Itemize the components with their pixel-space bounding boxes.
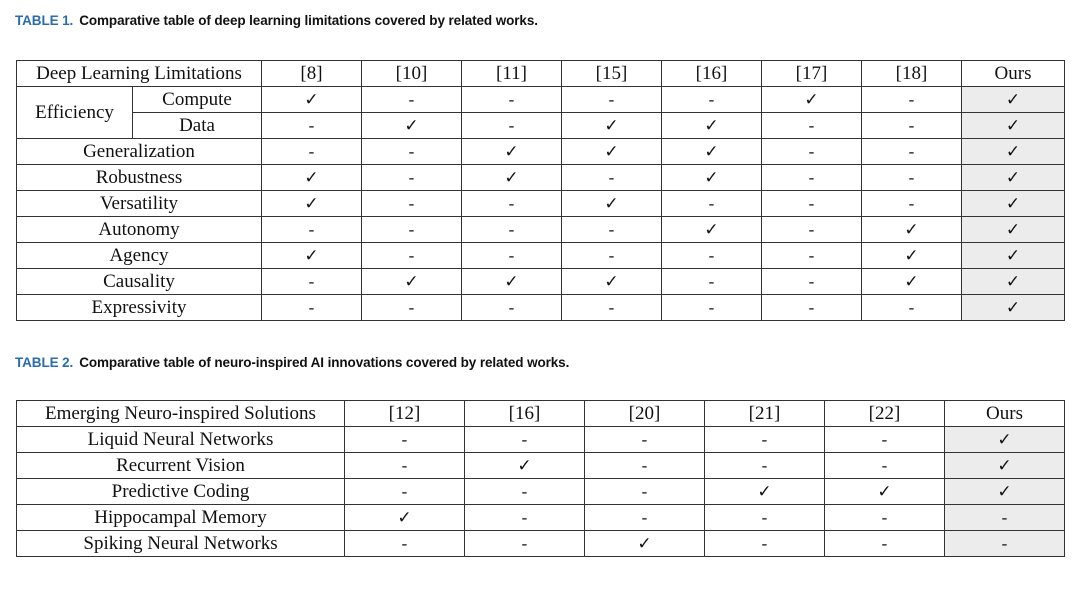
check-mark-icon: ✓ — [997, 455, 1012, 476]
dash-mark: - — [608, 297, 615, 317]
mark-cell — [862, 217, 962, 243]
mark-cell — [345, 531, 465, 557]
mark-cell — [462, 243, 562, 269]
dash-mark: - — [521, 533, 528, 553]
dash-mark: - — [708, 245, 715, 265]
table1-label: TABLE 1. — [15, 13, 74, 28]
mark-cell — [762, 295, 862, 321]
dash-mark: - — [508, 89, 515, 109]
mark-cell — [362, 217, 462, 243]
dash-mark: - — [401, 533, 408, 553]
mark-cell — [705, 453, 825, 479]
dash-mark: - — [808, 271, 815, 291]
dash-mark: - — [401, 429, 408, 449]
dash-mark: - — [708, 89, 715, 109]
mark-cell — [462, 113, 562, 139]
mark-cell — [945, 531, 1065, 557]
mark-cell — [362, 165, 462, 191]
header-ref: [18] — [862, 61, 962, 87]
dash-mark: - — [521, 481, 528, 501]
mark-cell — [762, 217, 862, 243]
table-row — [17, 87, 1065, 113]
check-mark-icon: ✓ — [1005, 115, 1021, 136]
mark-cell — [262, 165, 362, 191]
row-label: Autonomy — [17, 217, 262, 243]
row-label: Generalization — [17, 139, 262, 165]
mark-cell — [962, 295, 1065, 321]
mark-cell — [562, 87, 662, 113]
mark-cell — [705, 427, 825, 453]
check-mark-icon: ✓ — [404, 271, 419, 292]
mark-cell — [862, 269, 962, 295]
table2 — [16, 400, 1065, 557]
header-ref: [16] — [465, 401, 585, 427]
check-mark-icon: ✓ — [604, 115, 619, 136]
mark-cell — [262, 87, 362, 113]
table-row — [17, 191, 1065, 217]
mark-cell — [825, 479, 945, 505]
mark-cell — [462, 87, 562, 113]
row-sublabel: Data — [133, 113, 262, 139]
mark-cell — [862, 139, 962, 165]
mark-cell — [362, 295, 462, 321]
check-mark-icon: ✓ — [637, 533, 652, 554]
mark-cell — [662, 139, 762, 165]
check-mark-icon: ✓ — [704, 141, 719, 162]
table-row — [17, 139, 1065, 165]
check-mark-icon: ✓ — [904, 271, 919, 292]
dash-mark: - — [1001, 533, 1008, 553]
check-mark-icon: ✓ — [304, 167, 319, 188]
check-mark-icon: ✓ — [604, 193, 619, 214]
mark-cell — [585, 427, 705, 453]
table1 — [16, 60, 1065, 321]
mark-cell — [585, 479, 705, 505]
mark-cell — [862, 113, 962, 139]
dash-mark: - — [608, 245, 615, 265]
check-mark-icon: ✓ — [1005, 193, 1021, 214]
check-mark-icon: ✓ — [704, 115, 719, 136]
dash-mark: - — [408, 245, 415, 265]
dash-mark: - — [408, 167, 415, 187]
mark-cell — [662, 191, 762, 217]
mark-cell — [585, 531, 705, 557]
mark-cell — [362, 87, 462, 113]
mark-cell — [345, 453, 465, 479]
dash-mark: - — [908, 141, 915, 161]
mark-cell — [662, 165, 762, 191]
mark-cell — [465, 505, 585, 531]
row-label: Spiking Neural Networks — [17, 531, 345, 557]
table-row — [17, 505, 1065, 531]
header-ref: [15] — [562, 61, 662, 87]
table2-caption-text: Comparative table of neuro-inspired AI innovations covered by related works. — [79, 355, 570, 370]
mark-cell — [862, 191, 962, 217]
mark-cell — [705, 505, 825, 531]
check-mark-icon: ✓ — [997, 429, 1012, 450]
mark-cell — [562, 191, 662, 217]
mark-cell — [362, 243, 462, 269]
mark-cell — [562, 113, 662, 139]
mark-cell — [262, 269, 362, 295]
dash-mark: - — [308, 271, 315, 291]
dash-mark: - — [908, 89, 915, 109]
table-row — [17, 165, 1065, 191]
dash-mark: - — [308, 141, 315, 161]
check-mark-icon: ✓ — [1005, 245, 1021, 266]
dash-mark: - — [908, 297, 915, 317]
check-mark-icon: ✓ — [704, 219, 719, 240]
dash-mark: - — [808, 193, 815, 213]
mark-cell — [362, 191, 462, 217]
mark-cell — [662, 113, 762, 139]
mark-cell — [562, 139, 662, 165]
dash-mark: - — [908, 193, 915, 213]
dash-mark: - — [641, 507, 648, 527]
mark-cell — [462, 295, 562, 321]
dash-mark: - — [708, 271, 715, 291]
dash-mark: - — [881, 507, 888, 527]
mark-cell — [262, 191, 362, 217]
mark-cell — [962, 165, 1065, 191]
table1-caption — [15, 13, 538, 28]
mark-cell — [262, 243, 362, 269]
mark-cell — [962, 191, 1065, 217]
dash-mark: - — [308, 115, 315, 135]
mark-cell — [262, 217, 362, 243]
mark-cell — [345, 427, 465, 453]
mark-cell — [465, 427, 585, 453]
mark-cell — [462, 217, 562, 243]
check-mark-icon: ✓ — [1005, 219, 1021, 240]
mark-cell — [762, 87, 862, 113]
mark-cell — [945, 427, 1065, 453]
dash-mark: - — [308, 219, 315, 239]
table2-header-row — [17, 401, 1065, 427]
mark-cell — [762, 191, 862, 217]
dash-mark: - — [808, 141, 815, 161]
mark-cell — [462, 269, 562, 295]
mark-cell — [862, 243, 962, 269]
mark-cell — [862, 87, 962, 113]
dash-mark: - — [608, 167, 615, 187]
mark-cell — [945, 479, 1065, 505]
table-row — [17, 269, 1065, 295]
dash-mark: - — [808, 115, 815, 135]
mark-cell — [585, 505, 705, 531]
mark-cell — [262, 139, 362, 165]
mark-cell — [945, 453, 1065, 479]
mark-cell — [762, 165, 862, 191]
row-label: Causality — [17, 269, 262, 295]
dash-mark: - — [408, 141, 415, 161]
dash-mark: - — [881, 533, 888, 553]
dash-mark: - — [641, 455, 648, 475]
dash-mark: - — [708, 193, 715, 213]
row-label: Versatility — [17, 191, 262, 217]
table-row — [17, 113, 1065, 139]
dash-mark: - — [508, 297, 515, 317]
dash-mark: - — [508, 115, 515, 135]
dash-mark: - — [508, 193, 515, 213]
header-ref: [16] — [662, 61, 762, 87]
table-row — [17, 243, 1065, 269]
dash-mark: - — [641, 429, 648, 449]
mark-cell — [262, 295, 362, 321]
mark-cell — [465, 453, 585, 479]
dash-mark: - — [761, 507, 768, 527]
dash-mark: - — [808, 219, 815, 239]
mark-cell — [562, 269, 662, 295]
dash-mark: - — [521, 429, 528, 449]
header-ref: [12] — [345, 401, 465, 427]
header-ref: [21] — [705, 401, 825, 427]
dash-mark: - — [401, 481, 408, 501]
table-row — [17, 453, 1065, 479]
row-label: Liquid Neural Networks — [17, 427, 345, 453]
check-mark-icon: ✓ — [1005, 141, 1021, 162]
table2-label: TABLE 2. — [15, 355, 74, 370]
table1-header-row — [17, 61, 1065, 87]
mark-cell — [262, 113, 362, 139]
mark-cell — [465, 479, 585, 505]
check-mark-icon: ✓ — [404, 115, 419, 136]
row-sublabel: Compute — [133, 87, 262, 113]
header-ref: [10] — [362, 61, 462, 87]
mark-cell — [662, 217, 762, 243]
mark-cell — [945, 505, 1065, 531]
header-label: Emerging Neuro-inspired Solutions — [17, 401, 345, 427]
check-mark-icon: ✓ — [757, 481, 772, 502]
check-mark-icon: ✓ — [504, 271, 519, 292]
dash-mark: - — [508, 245, 515, 265]
dash-mark: - — [708, 297, 715, 317]
dash-mark: - — [401, 455, 408, 475]
mark-cell — [662, 269, 762, 295]
header-ref: Ours — [962, 61, 1065, 87]
row-label: Robustness — [17, 165, 262, 191]
dash-mark: - — [508, 219, 515, 239]
check-mark-icon: ✓ — [304, 193, 319, 214]
row-label: Expressivity — [17, 295, 262, 321]
dash-mark: - — [808, 297, 815, 317]
check-mark-icon: ✓ — [904, 219, 919, 240]
dash-mark: - — [408, 219, 415, 239]
table1-caption-text: Comparative table of deep learning limitations covered by related works. — [79, 13, 538, 28]
mark-cell — [962, 269, 1065, 295]
dash-mark: - — [761, 455, 768, 475]
mark-cell — [362, 113, 462, 139]
mark-cell — [465, 531, 585, 557]
dash-mark: - — [608, 219, 615, 239]
check-mark-icon: ✓ — [1005, 271, 1021, 292]
row-label: Hippocampal Memory — [17, 505, 345, 531]
row-label: Predictive Coding — [17, 479, 345, 505]
mark-cell — [662, 295, 762, 321]
mark-cell — [662, 243, 762, 269]
table2-caption — [15, 355, 569, 370]
dash-mark: - — [608, 89, 615, 109]
mark-cell — [362, 269, 462, 295]
check-mark-icon: ✓ — [304, 89, 319, 110]
mark-cell — [562, 217, 662, 243]
mark-cell — [562, 295, 662, 321]
mark-cell — [345, 505, 465, 531]
mark-cell — [562, 243, 662, 269]
mark-cell — [862, 295, 962, 321]
mark-cell — [962, 217, 1065, 243]
dash-mark: - — [761, 533, 768, 553]
mark-cell — [762, 269, 862, 295]
check-mark-icon: ✓ — [1005, 89, 1021, 110]
header-ref: [17] — [762, 61, 862, 87]
check-mark-icon: ✓ — [904, 245, 919, 266]
mark-cell — [585, 453, 705, 479]
table-row — [17, 295, 1065, 321]
dash-mark: - — [308, 297, 315, 317]
mark-cell — [962, 87, 1065, 113]
dash-mark: - — [761, 429, 768, 449]
header-ref: [11] — [462, 61, 562, 87]
mark-cell — [462, 165, 562, 191]
mark-cell — [962, 139, 1065, 165]
dash-mark: - — [641, 481, 648, 501]
mark-cell — [825, 505, 945, 531]
check-mark-icon: ✓ — [877, 481, 892, 502]
dash-mark: - — [408, 193, 415, 213]
check-mark-icon: ✓ — [604, 141, 619, 162]
mark-cell — [962, 113, 1065, 139]
mark-cell — [705, 531, 825, 557]
dash-mark: - — [881, 429, 888, 449]
mark-cell — [762, 243, 862, 269]
dash-mark: - — [908, 115, 915, 135]
dash-mark: - — [808, 167, 815, 187]
mark-cell — [825, 427, 945, 453]
check-mark-icon: ✓ — [997, 481, 1012, 502]
check-mark-icon: ✓ — [397, 507, 412, 528]
check-mark-icon: ✓ — [504, 141, 519, 162]
mark-cell — [962, 243, 1065, 269]
table-row — [17, 217, 1065, 243]
header-label: Deep Learning Limitations — [17, 61, 262, 87]
mark-cell — [762, 113, 862, 139]
dash-mark: - — [408, 89, 415, 109]
mark-cell — [345, 479, 465, 505]
mark-cell — [825, 531, 945, 557]
mark-cell — [362, 139, 462, 165]
table-row — [17, 427, 1065, 453]
dash-mark: - — [408, 297, 415, 317]
header-ref: [8] — [262, 61, 362, 87]
dash-mark: - — [1001, 507, 1008, 527]
row-group-label: Efficiency — [17, 87, 133, 139]
mark-cell — [662, 87, 762, 113]
check-mark-icon: ✓ — [804, 89, 819, 110]
check-mark-icon: ✓ — [517, 455, 532, 476]
mark-cell — [462, 191, 562, 217]
row-label: Agency — [17, 243, 262, 269]
check-mark-icon: ✓ — [1005, 167, 1021, 188]
row-label: Recurrent Vision — [17, 453, 345, 479]
check-mark-icon: ✓ — [704, 167, 719, 188]
check-mark-icon: ✓ — [604, 271, 619, 292]
header-ref: Ours — [945, 401, 1065, 427]
header-ref: [20] — [585, 401, 705, 427]
table-row — [17, 531, 1065, 557]
dash-mark: - — [908, 167, 915, 187]
dash-mark: - — [521, 507, 528, 527]
table-row — [17, 479, 1065, 505]
mark-cell — [705, 479, 825, 505]
dash-mark: - — [881, 455, 888, 475]
mark-cell — [762, 139, 862, 165]
check-mark-icon: ✓ — [504, 167, 519, 188]
dash-mark: - — [808, 245, 815, 265]
mark-cell — [862, 165, 962, 191]
check-mark-icon: ✓ — [304, 245, 319, 266]
mark-cell — [462, 139, 562, 165]
check-mark-icon: ✓ — [1005, 297, 1021, 318]
mark-cell — [562, 165, 662, 191]
mark-cell — [825, 453, 945, 479]
header-ref: [22] — [825, 401, 945, 427]
